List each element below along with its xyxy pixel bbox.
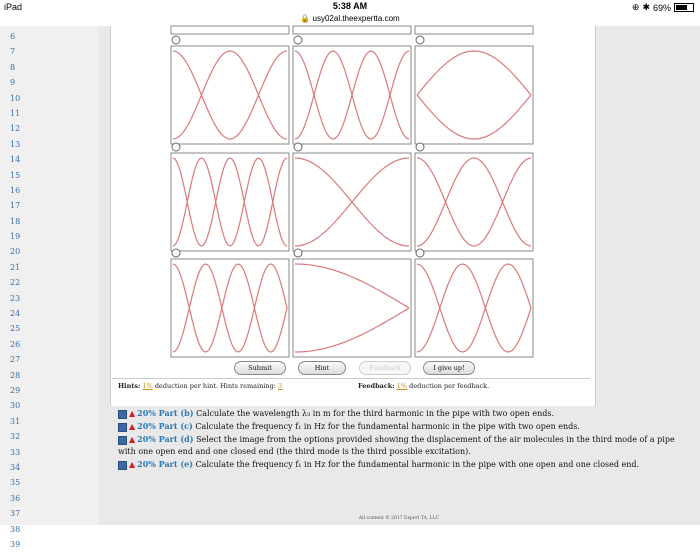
line-number: 36 [10, 493, 21, 503]
device-label: iPad [4, 2, 23, 12]
line-number: 8 [10, 62, 16, 72]
part-label[interactable]: 20% Part (d) [137, 434, 194, 444]
line-number: 27 [10, 355, 21, 365]
option-radio[interactable] [172, 249, 180, 257]
option-radio[interactable] [172, 36, 180, 44]
line-number: 24 [10, 309, 21, 319]
hint-button[interactable]: Hint [298, 361, 346, 375]
line-number: 6 [10, 32, 16, 41]
line-number: 12 [10, 124, 21, 134]
option-radio[interactable] [294, 249, 302, 257]
line-number: 22 [10, 278, 21, 288]
expand-icon[interactable] [118, 423, 127, 432]
line-number: 32 [10, 432, 21, 442]
warning-icon: ▲ [129, 422, 136, 431]
line-number: 33 [10, 447, 21, 457]
part-label[interactable]: 20% Part (c) [137, 421, 193, 431]
line-number: 13 [10, 139, 21, 149]
part-item[interactable] [118, 433, 688, 458]
part-item[interactable] [118, 458, 688, 471]
part-text: Calculate the frequency f₁ in Hz for the fundamental harmonic in the pipe with two open ends. [195, 422, 580, 431]
option-radio[interactable] [172, 143, 180, 151]
line-number: 39 [10, 539, 21, 549]
line-number: 21 [10, 262, 21, 272]
part-text: Calculate the wavelength λ₃ in m for the third harmonic in the pipe with two open ends. [196, 409, 554, 418]
warning-icon: ▲ [129, 460, 136, 469]
location-icon: ⊕ [631, 2, 640, 12]
warning-icon: ▲ [129, 409, 136, 418]
line-number: 25 [10, 324, 21, 334]
warning-icon: ▲ [129, 435, 136, 444]
option-image[interactable] [415, 259, 533, 357]
parts-list [118, 407, 688, 471]
line-number: 29 [10, 385, 21, 395]
expand-icon[interactable] [118, 461, 127, 470]
submit-button[interactable]: Submit [234, 361, 286, 375]
line-number: 19 [10, 232, 21, 242]
line-number: 26 [10, 339, 21, 349]
line-number: 17 [10, 201, 21, 211]
option-frame-partial [415, 26, 533, 34]
line-number: 15 [10, 170, 21, 180]
part-item[interactable] [118, 407, 688, 420]
line-number: 9 [10, 78, 16, 88]
line-number: 23 [10, 293, 21, 303]
clock: 5:38 AM [332, 1, 368, 11]
feedback-percent[interactable]: 1% [396, 382, 408, 390]
line-number: 38 [10, 524, 21, 534]
expand-icon[interactable] [118, 410, 127, 419]
line-number: 16 [10, 185, 21, 195]
line-number: 10 [10, 93, 21, 103]
option-radio[interactable] [416, 143, 424, 151]
option-image[interactable] [171, 46, 289, 144]
option-radio[interactable] [294, 143, 302, 151]
bluetooth-icon: ✱ [642, 2, 650, 12]
part-text: Select the image from the options provided showing the displacement of the air molecules in the third mode of a pipe with one open end and one closed end (the third mode is the third possible excitation). [118, 435, 675, 456]
hints-feedback-bar [112, 378, 590, 401]
option-frame-partial [293, 26, 411, 34]
part-label[interactable]: 20% Part (b) [137, 408, 194, 418]
line-number: 34 [10, 462, 21, 472]
feedback-text: deduction per feedback. [409, 382, 490, 390]
hints-info [118, 382, 282, 390]
part-label[interactable]: 20% Part (e) [137, 459, 194, 469]
option-radio[interactable] [416, 249, 424, 257]
hints-text: deduction per hint. Hints remaining: [154, 382, 276, 390]
line-number: 20 [10, 247, 21, 257]
hints-remaining: 3 [278, 382, 283, 390]
battery-percent: 69% [652, 2, 671, 13]
line-number: 35 [10, 478, 21, 488]
line-number: 14 [10, 155, 21, 165]
feedback-info [358, 382, 489, 390]
url-text: usy02al.theexpertta.com [312, 14, 400, 23]
copyright-footer: All content © 2017 Expert TA, LLC [358, 516, 440, 521]
line-number: 28 [10, 370, 21, 380]
part-text: Calculate the frequency f₁ in Hz for the fundamental harmonic in the pipe with one open and one closed end. [195, 460, 640, 469]
option-image[interactable] [415, 46, 533, 144]
line-number: 37 [10, 509, 21, 519]
option-radio[interactable] [294, 36, 302, 44]
give-up-button[interactable]: I give up! [423, 361, 475, 375]
line-number: 7 [10, 47, 16, 57]
line-number: 18 [10, 216, 21, 226]
option-image[interactable] [415, 153, 533, 251]
option-image[interactable] [171, 153, 289, 251]
option-radio[interactable] [416, 36, 424, 44]
feedback-label: Feedback: [358, 382, 395, 390]
line-number: 30 [10, 401, 21, 411]
lock-icon: 🔒 [300, 14, 311, 23]
line-number: 11 [10, 108, 21, 118]
hints-label: Hints: [118, 382, 141, 390]
option-image[interactable] [293, 259, 411, 357]
expand-icon[interactable] [118, 436, 127, 445]
line-number: 31 [10, 416, 21, 426]
hints-percent[interactable]: 1% [142, 382, 153, 390]
part-item[interactable] [118, 420, 688, 433]
feedback-button[interactable]: Feedback [359, 361, 411, 375]
option-frame-partial [171, 26, 289, 34]
